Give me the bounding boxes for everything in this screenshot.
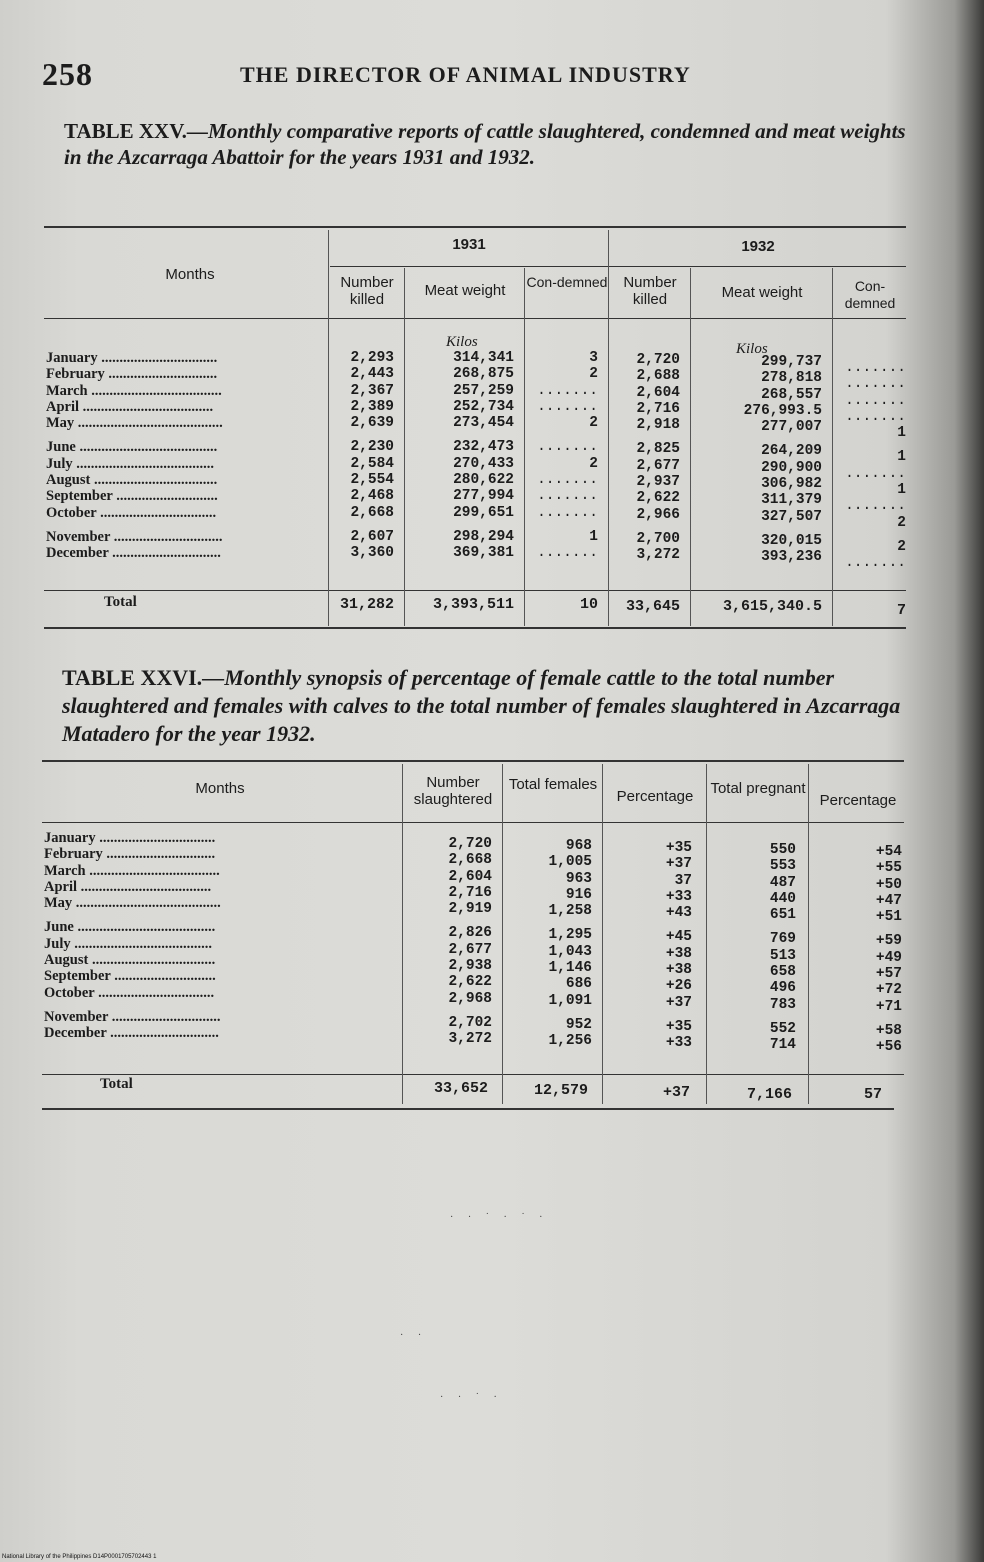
table-cell: +50 [875,876,902,893]
month-label: May ........................................ [44,895,221,912]
table-cell: 314,341 [453,350,514,366]
table25-total-meat-1932: 3,615,340.5 [722,598,822,615]
table-cell: +71 [875,998,902,1015]
table-cell: 2,468 [350,488,394,505]
table26-header-percentage1: Percentage [616,788,694,805]
table-cell: 2 [897,538,906,555]
table-cell: ....... [845,555,906,572]
row-gap [834,531,906,539]
table26-total-females: 12,579 [533,1082,588,1099]
table26-total-slaughtered: 33,652 [433,1080,488,1097]
row-gap [810,1015,902,1023]
table-cell: +38 [665,962,692,979]
table-cell: +43 [665,905,692,922]
table-cell: 3,272 [636,547,680,564]
table25-vline [524,268,525,626]
table25-header-killed: Number killed [340,274,394,308]
table26-vline [808,764,809,1104]
table25-total-rule [44,590,906,591]
table-cell: 299,651 [453,504,514,521]
table-cell: 2,825 [636,441,680,458]
row-gap [834,441,906,449]
month-label: January ................................ [46,350,218,366]
table-cell: 2 [589,455,598,472]
table-cell: 2,968 [448,990,492,1007]
table-cell: 2,668 [350,504,394,521]
table25-year-rule [330,266,906,267]
table25-condemned-1932-column [834,360,906,572]
table-cell: ....... [537,398,598,415]
table-cell: ....... [845,408,906,425]
table25-vline [608,230,609,626]
month-label: August .................................. [46,472,218,489]
table-cell: ....... [845,392,906,409]
table-cell: 2,639 [350,415,394,432]
table-cell: +57 [875,966,902,983]
table25-header-killed-1932: Number killed [623,274,677,308]
stamp-marks: · · ˙ · [440,1392,503,1403]
table25-total-condemned-1931: 10 [579,596,598,613]
table26-females-column [504,838,592,1050]
table26-months-header: Months [195,780,245,797]
month-label: November .............................. [44,1008,221,1025]
table-cell: +37 [665,856,692,873]
table-cell: 2,604 [636,384,680,401]
row-gap [526,521,598,529]
row-gap [810,925,902,933]
table-cell: ....... [845,376,906,393]
table-cell: +35 [665,1018,692,1035]
table-cell: 276,993.5 [743,402,822,419]
table-cell: ....... [537,504,598,521]
table-cell: 327,507 [761,508,822,525]
table-cell: 1 [897,449,906,466]
table25-total-meat-1931: 3,393,511 [432,596,514,613]
row-gap [404,1007,492,1015]
table-cell: 2,367 [350,382,394,399]
table-cell: +49 [875,949,902,966]
table-cell: 3,360 [350,545,394,562]
table-cell: 2 [589,366,598,383]
table-cell: 2,607 [350,528,394,545]
table25-total-label: Total [104,594,137,610]
table26-vline [502,764,503,1104]
table-cell: 278,818 [761,370,822,387]
table-cell: 2,230 [350,439,394,456]
table-cell: ....... [537,439,598,456]
table25-top-rule [44,226,906,228]
row-gap [708,1013,796,1021]
table-cell: 2,554 [350,472,394,489]
row-gap [692,525,822,533]
table-cell: 2,720 [448,836,492,852]
table26-vline [706,764,707,1104]
row-gap [332,431,394,439]
row-gap [332,521,394,529]
table-cell: 2,918 [636,417,680,434]
row-gap [708,923,796,931]
month-label: October ................................ [44,984,215,1001]
row-gap [604,1011,692,1019]
table-cell: 968 [565,838,592,854]
month-label: August .................................. [44,952,216,969]
month-label: September ............................ [44,968,216,985]
running-title: THE DIRECTOR OF ANIMAL INDUSTRY [240,62,691,87]
table25-year1932: 1932 [741,238,775,255]
table25-vline [690,268,691,626]
table25-year1931: 1931 [452,236,486,253]
table25-vline [832,268,833,626]
table-cell: 916 [565,886,592,903]
month-label: December .............................. [44,1025,219,1042]
month-label: February .............................. [46,366,218,383]
row-gap [504,1009,592,1017]
table26-slaughtered-column [404,836,492,1048]
month-label: June ...................................... [44,919,216,936]
row-gap [44,911,400,919]
table-cell: 1 [897,482,906,499]
row-gap [404,917,492,925]
table-cell: +37 [665,994,692,1011]
table-cell: 290,900 [761,459,822,476]
table25-label: TABLE XXV. [64,119,187,143]
row-gap [406,431,514,439]
table26-header-percentage2: Percentage [819,792,897,809]
table-cell: 252,734 [453,398,514,415]
month-label: April .................................... [46,398,214,415]
month-label: October ................................ [46,504,217,521]
table-cell: +35 [665,840,692,856]
table-cell: 2,966 [636,506,680,523]
table-cell: 1 [897,425,906,442]
table-cell: ....... [537,382,598,399]
row-gap [406,521,514,529]
row-gap [46,521,326,529]
table-cell: 769 [769,931,796,948]
row-gap [612,433,680,441]
table-cell: 2,937 [636,474,680,491]
stamp-marks: · · ˙ · ˙ · [450,1212,549,1223]
table-cell: 268,557 [761,386,822,403]
table25-unit-1932: Kilos [736,341,768,357]
table-cell: 513 [769,947,796,964]
table-cell: ....... [845,360,906,376]
table25-header-condemned-1932: Con-demned [844,278,896,311]
table26-header-pregnant: Total pregnant [710,780,806,797]
table25-unit-1931: Kilos [446,334,478,350]
table25-caption-text: —Monthly comparative reports of cattle slaughtered, condemned and meat weights in the Azcarraga Abattoir for the years 1931 and 1932. [64,119,906,169]
table-cell: 268,875 [453,366,514,383]
table26-vline [602,764,603,1104]
table25-killed-1931-column [332,350,394,562]
table-cell: 2,293 [350,350,394,366]
table-cell: 257,259 [453,382,514,399]
table-cell: 3,272 [448,1031,492,1048]
table26-total-rule [42,1074,904,1075]
row-gap [612,523,680,531]
table-cell: 658 [769,964,796,981]
row-gap [46,431,326,439]
month-label: June ...................................... [46,439,218,456]
table-cell: ....... [845,498,906,515]
table25-vline [404,268,405,626]
table-cell: +26 [665,978,692,995]
table-cell: +33 [665,888,692,905]
table-cell: 273,454 [453,415,514,432]
table26-total-pregnant: 7,166 [746,1086,792,1103]
month-label: July ...................................... [46,455,214,472]
table-cell: 963 [565,870,592,887]
table26-caption-text: —Monthly synopsis of percentage of female cattle to the total number slaughtered and females with calves to the total number of females slaughtered in Azcarraga Matadero for the year 1932. [62,665,901,746]
table-cell: 1 [589,528,598,545]
table25-header-meat-1932: Meat weight [721,284,803,301]
table-cell: 320,015 [761,532,822,549]
table-cell: 2,716 [636,400,680,417]
table-cell: 1,295 [548,927,592,944]
table-cell: 2 [589,415,598,432]
table26-top-rule [42,760,904,762]
row-gap [504,919,592,927]
table-cell: 550 [769,842,796,858]
table-cell: 2,700 [636,530,680,547]
table-cell: 369,381 [453,545,514,562]
table-cell: 2,938 [448,958,492,975]
table25-killed-1932-column [612,352,680,564]
table25-header-meat: Meat weight [424,282,506,299]
table26-percentage2-column [810,844,902,1056]
table-cell: +56 [875,1039,902,1056]
table-cell: 264,209 [761,443,822,460]
table-cell: +33 [665,1035,692,1052]
table-cell: 2,688 [636,368,680,385]
table25-header-condemned: Con-demned [526,274,608,290]
table-cell: 2,622 [636,490,680,507]
table26-label: TABLE XXVI. [62,665,203,690]
month-label: September ............................ [46,488,218,505]
table-cell: ....... [537,545,598,562]
page-number: 258 [42,56,93,92]
table-cell: 299,737 [761,354,822,370]
table-cell: 1,091 [548,992,592,1009]
table25-months-header: Months [165,266,215,283]
table-cell: +38 [665,945,692,962]
table26-total-percentage1: +37 [662,1084,690,1101]
table25-total-condemned-1932: 7 [896,602,906,619]
table26-months-column [44,830,400,1042]
table-cell: 1,256 [548,1033,592,1050]
month-label: January ................................ [44,830,216,846]
table-cell: 306,982 [761,476,822,493]
table25-bottom-rule [44,627,906,629]
table-cell: 2,584 [350,455,394,472]
table-cell: 232,473 [453,439,514,456]
table26-header-females: Total females [508,776,598,793]
table25-header-rule [44,318,906,319]
table-cell: 686 [565,976,592,993]
table-cell: 2,389 [350,398,394,415]
month-label: April .................................... [44,878,212,895]
table26-bottom-rule [42,1108,894,1110]
digitization-footer: National Library of the Philippines D14P0001705702443 1 [2,1554,157,1560]
table-cell: 487 [769,874,796,891]
table-cell: 2,716 [448,884,492,901]
table-cell: 496 [769,980,796,997]
table25-vline [328,230,329,626]
table-cell: 37 [674,872,692,889]
table-cell: 783 [769,996,796,1013]
table-cell: 440 [769,890,796,907]
month-label: March .................................... [46,382,222,399]
table-cell: 3 [589,350,598,366]
table-cell: 2,604 [448,868,492,885]
table-cell: 552 [769,1020,796,1037]
table-cell: 393,236 [761,549,822,566]
table-cell: 270,433 [453,455,514,472]
row-gap [604,921,692,929]
table-cell: ....... [537,472,598,489]
table-cell: 1,005 [548,854,592,871]
table-cell: +51 [875,909,902,926]
table-cell: +58 [875,1022,902,1039]
table-cell: 553 [769,858,796,875]
month-label: February .............................. [44,846,216,863]
table-cell: 277,007 [761,419,822,436]
table-cell: 280,622 [453,472,514,489]
table-cell: 2 [897,514,906,531]
stamp-marks: · · [400,1330,428,1341]
table-cell: 651 [769,907,796,924]
row-gap [526,431,598,439]
table25-meat-1932-column [692,354,822,566]
table25-total-killed-1931: 31,282 [339,596,394,613]
row-gap [692,435,822,443]
table-cell: ....... [537,488,598,505]
table26-vline [402,764,403,1104]
table-cell: +47 [875,892,902,909]
table-cell: 298,294 [453,528,514,545]
table-cell: 2,702 [448,1014,492,1031]
table-cell: +55 [875,860,902,877]
table-cell: 714 [769,1037,796,1054]
table-cell: 2,677 [636,457,680,474]
table-cell: 311,379 [761,492,822,509]
table-cell: 2,919 [448,901,492,918]
table-cell: 1,146 [548,960,592,977]
table-cell: 2,720 [636,352,680,368]
table26-pregnant-column [708,842,796,1054]
table-cell: 2,668 [448,852,492,869]
table26-header-rule [42,822,904,823]
table-cell: +54 [875,844,902,860]
table-cell: 1,043 [548,943,592,960]
table26-total-percentage2: 57 [863,1086,882,1103]
table-cell: 2,622 [448,974,492,991]
table-cell: +72 [875,982,902,999]
table-cell: 277,994 [453,488,514,505]
row-gap [44,1001,400,1009]
table26-header-slaughtered: Number slaughtered [413,774,493,808]
table-cell: 1,258 [548,903,592,920]
table26-percentage1-column [604,840,692,1052]
table-cell: 2,826 [448,925,492,942]
table-cell: 2,443 [350,366,394,383]
month-label: December .............................. [46,545,221,562]
table25-meat-1931-column [406,350,514,562]
table25-total-killed-1932: 33,645 [625,598,680,615]
month-label: May ........................................ [46,415,223,432]
table25-caption [64,118,914,170]
table-cell: ....... [845,465,906,482]
month-label: November .............................. [46,528,223,545]
table25-condemned-1931-column [526,350,598,562]
table-cell: +45 [665,929,692,946]
table-cell: 952 [565,1016,592,1033]
month-label: July ...................................... [44,935,212,952]
month-label: March .................................... [44,862,220,879]
table26-total-label: Total [100,1076,133,1092]
table-cell: 2,677 [448,941,492,958]
table26-caption [62,664,912,748]
table25-months-column [46,350,326,562]
table-cell: +59 [875,933,902,950]
